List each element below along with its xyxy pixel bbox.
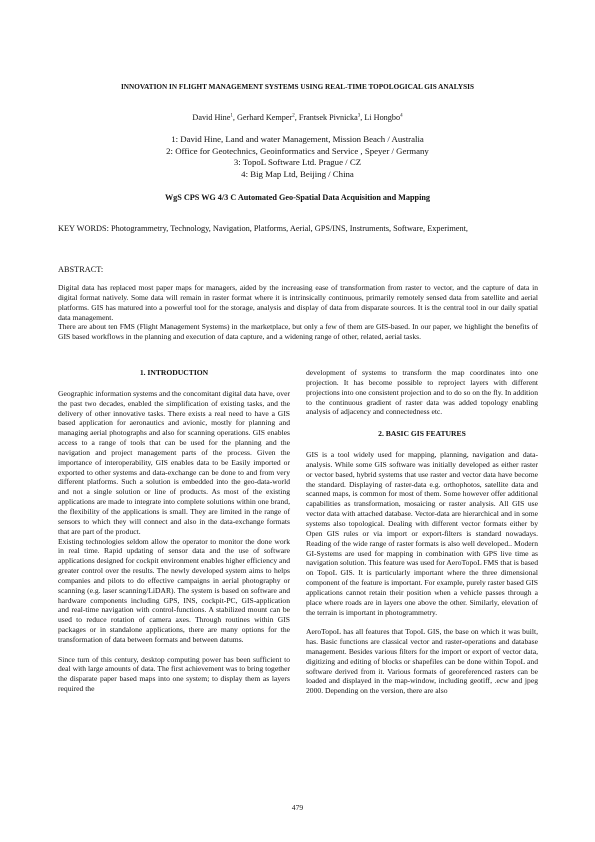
section-heading-introduction: 1. INTRODUCTION [139, 368, 209, 377]
author-name: Gerhard Kemper [237, 113, 293, 122]
paper-title: INNOVATION IN FLIGHT MANAGEMENT SYSTEMS USING REAL-TIME TOPOLOGICAL GIS ANALYSIS [120, 83, 474, 91]
abstract-paragraph: There are about ten FMS (Flight Management Systems) in the marketplace, but only a few of them are GIS-based. In our paper, we highlight the benefits of GIS based workflows in the planning and execution of data capture, and a widening range of other, related, aerial tasks. [58, 322, 538, 342]
body-paragraph: AeroTopoL has all features that TopoL GIS, the base on which it was built, has. Basic functions are classical vector and raster-operations and database management. Besides various filters for the import or export of vector data, digitizing and editing of blocks or shapefiles can be done within TopoL and software derived from it. Various formats of georeferenced rasters can be loaded and displayed in the map-window, including geotiff, .ecw and jpeg 2000. Depending on the version, there are also [306, 627, 538, 696]
affiliation-line: 1: David Hine, Land and water Management, Mission Beach / Australia [171, 134, 424, 144]
author-affiliation-mark: 3 [357, 113, 361, 119]
affiliation-line: 3: TopoL Software Ltd. Prague / CZ [233, 157, 362, 168]
affiliation-line: 2: Office for Geotechnics, Geoinformatics and Service , Speyer / Germany [166, 145, 429, 156]
body-paragraph: development of systems to transform the map coordinates into one projection. It has become possible to reproject layers with different projections into one consistent projection and to do so on the fly. In addition to the continuous gradient of raster data was added topology enabling analysis of adjacency and connectedness etc. [306, 368, 538, 417]
author-name: Frantsek Pivnicka [298, 113, 358, 122]
right-column [306, 368, 538, 696]
author-affiliation-mark: 4 [400, 113, 403, 119]
affiliation-line: 4: Big Map Ltd, Beijing / China [241, 168, 354, 179]
affiliations [60, 134, 535, 180]
page-number: 479 [291, 803, 304, 812]
author-affiliation-mark: 1 [230, 113, 233, 119]
abstract-paragraph: Digital data has replaced most paper maps for managers, aided by the increasing ease of transformation from raster to vector, and the capture of data in digital format natively. Some data will remain in raster format where it is intrinsically continuous, primarily remotely sensed data from satellite and aerial platforms. GIS has matured into a powerful tool for the storage, analysis and display of data from disparate sources. It is the central tool in our daily spatial data management. [58, 283, 538, 322]
author-name: Li Hongbo [364, 113, 401, 122]
body-paragraph: GIS is a tool widely used for mapping, planning, navigation and data-analysis. While some GIS software was initially developed as either raster or vector based, hybrid systems that use raster and vector data have become the standard. Displaying of raster-data e.g. orthophotos, satellite data and scanned maps, is common for most of them. Some however offer additional capabilities as transformation, mosaicing or raster analysis. All GIS use vector data with attached database. Vector-data are hierarchical and in some systems also topological. Dealing with different vector formats either by Open GIS rules or via import or export-filters is standard nowadays. Reading of the wide range of raster formats is also well developed.. Modern GI-Systems are used for mapping in combination with GPS live time as navigation solution. This feature was used for AeroTopoL FMS that is based on TopoL GIS. It is particularly important where the three dimensional component of the feature is important. For example, purely raster based GIS applications cannot retain their position when a vehicle passes through a place where roads are in layers one above the other. Similarly, elevation of the terrain is important in photogrammetry. [306, 450, 538, 617]
author-line: David Hine$^1$, Gerhard Kemper$^2$, Frantsek Pivnicka$^3$, Li Hongbo$^4$ [192, 113, 403, 122]
abstract-body [58, 283, 538, 342]
author-affiliation-mark: 2 [292, 113, 295, 119]
body-paragraph: Existing technologies seldom allow the operator to monitor the done work in real time. Rapid updating of sensor data and the use of software applications designed for cockpit environment enables higher efficiency and greater control over the results. The newly developed system aims to helps companies and pilots to do effective campaigns in aerial photography or scanning (e.g. laser scanning/LiDAR). The system is based on software and hardware components including GPS, INS, cockpit-PC, GIS-application and real-time navigation with control-functions. A stabilized mount can be used to reduce rotation of camera axes. Through routines within GIS packages or in standalone applications, there are many options for the transformation of data between formats and between datums. [58, 536, 290, 644]
body-paragraph: Since turn of this century, desktop computing power has been sufficient to deal with large amounts of data. The first achievement was to bring together the disparate paper based maps into one system; to display them as layers required the [58, 654, 290, 694]
abstract-heading: ABSTRACT: [58, 265, 104, 274]
left-column [58, 368, 290, 694]
section-heading-basic-gis-features: 2. BASIC GIS FEATURES [378, 429, 466, 439]
author-name: David Hine [192, 113, 231, 122]
working-group: WgS CPS WG 4/3 C Automated Geo-Spatial Data Acquisition and Mapping [164, 193, 431, 202]
keywords: KEY WORDS: Photogrammetry, Technology, Navigation, Platforms, Aerial, GPS/INS, Instruments, Software, Experiment, [58, 224, 468, 233]
body-paragraph: Geographic information systems and the concomitant digital data have, over the past two decades, enabled the simplification of existing tasks, and the delivery of other innovative tasks. There exists a real need to have a GIS based application for aeronautics and avionic, mostly for planning and managing aerial photographs and also for scanning operations. GIS enables access to a range of tools that can be used for the planning and the navigation and project management parts of the process. Given the importance of interoperability, GIS enables data to be Easily imported or exported to other systems and data-exchange can be done to and from very different platforms. Such a solution is embedded into the geo-data-world and not a single solution or line of products. As most of the existing applications are made to integrate into complete solutions within one brand, the flexibility of the applications is small. They are limited in the range of sensors to which they will connect and also in the data-exchange formats that are part of the product. [58, 388, 290, 536]
